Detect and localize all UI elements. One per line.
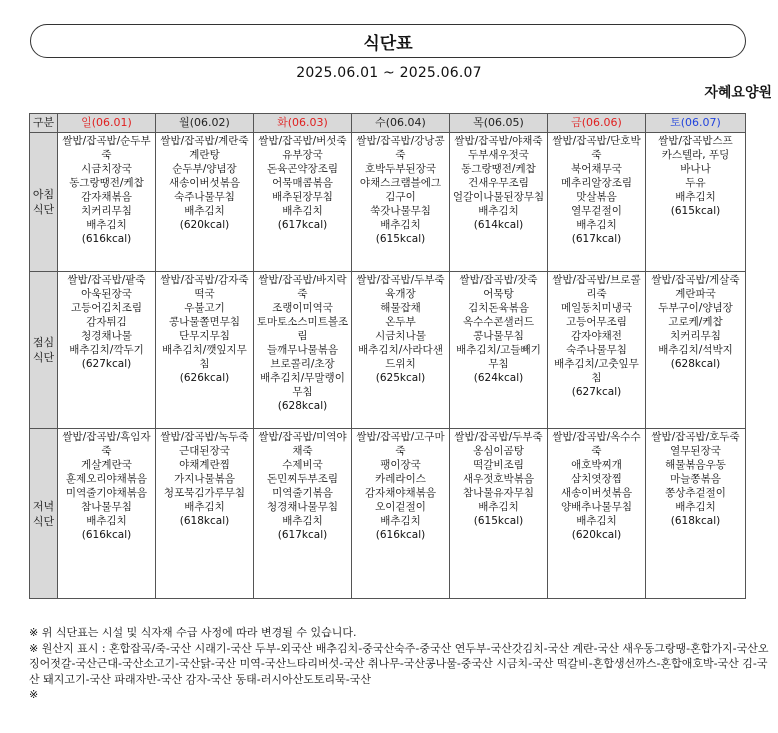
menu-item: 쌀밥/잡곡밥/감자죽	[160, 274, 249, 286]
menu-item: 근대된장국	[179, 445, 230, 457]
menu-item: 쌀밥/잡곡밥/잣죽	[459, 274, 538, 286]
menu-cell	[254, 429, 352, 599]
menu-item: 쌀밥/잡곡밥/두부죽	[454, 431, 543, 443]
breakfast-row	[30, 133, 746, 272]
menu-item: 참나물유자무침	[462, 487, 534, 499]
menu-cell	[646, 272, 746, 429]
category-header: 구분	[30, 114, 58, 133]
menu-cell	[646, 429, 746, 599]
menu-item: 쌀밥/잡곡밥/고구마죽	[356, 431, 445, 457]
menu-item: 시금치장국	[81, 163, 132, 175]
menu-item: 브로콜리/초장	[270, 358, 335, 370]
menu-item: 팽이장국	[380, 459, 421, 471]
menu-item: 어묵매콤볶음	[272, 177, 333, 189]
menu-item: 떡국	[194, 288, 215, 300]
menu-item: 쌀밥/잡곡밥스프	[658, 135, 733, 147]
menu-item: 치커리무침	[81, 205, 132, 217]
menu-item: 배추김치/무말랭이무침	[260, 372, 345, 398]
menu-item: 배추된장무침	[272, 191, 333, 203]
menu-item: (618kcal)	[670, 515, 721, 527]
menu-item: 고등어김치조림	[70, 302, 142, 314]
menu-item: 배추김치/깍두기	[69, 344, 144, 356]
menu-item: (620kcal)	[179, 219, 230, 231]
menu-item: 오이겉절이	[375, 501, 426, 513]
date-range: 2025.06.01 ~ 2025.06.07	[296, 65, 482, 81]
menu-item: 김구이	[385, 191, 416, 203]
header-row	[30, 114, 746, 133]
menu-item: 떡갈비조림	[473, 459, 524, 471]
menu-item: 배추김치	[675, 501, 716, 513]
menu-item: 북어채무국	[571, 163, 622, 175]
meal-label-line: 저녁	[32, 499, 55, 513]
menu-cell	[548, 133, 646, 272]
menu-item: 토마토소스미트볼조림	[256, 316, 349, 342]
lunch-row	[30, 272, 746, 429]
menu-item: (624kcal)	[473, 372, 524, 384]
menu-item: 숙주나물무침	[174, 191, 235, 203]
menu-cell	[352, 272, 450, 429]
meal-label-line: 식단	[32, 351, 55, 364]
menu-item: 쌀밥/잡곡밥/미역야채죽	[258, 431, 347, 457]
day-header: 화(06.03)	[254, 114, 352, 133]
menu-item: 건새우무조림	[468, 177, 529, 189]
menu-item: 감자야채전	[571, 330, 622, 342]
menu-cell	[450, 133, 548, 272]
menu-item: 참나물무침	[81, 501, 132, 513]
menu-item: (617kcal)	[571, 233, 622, 245]
menu-item: 배추김치	[380, 219, 421, 231]
menu-cell	[548, 272, 646, 429]
menu-item: 배추김치	[675, 191, 716, 203]
menu-cell	[156, 133, 254, 272]
menu-item: 배추김치	[380, 515, 421, 527]
menu-item: 배추김치/사라다샌드위치	[358, 344, 443, 370]
menu-item: (615kcal)	[473, 515, 524, 527]
meal-table	[29, 113, 746, 599]
menu-item: 쌀밥/잡곡밥/옥수수죽	[552, 431, 641, 457]
note-marker: ※	[29, 688, 39, 701]
menu-item: 청경채나물	[81, 330, 132, 342]
menu-item: 야채계란찜	[179, 459, 230, 471]
meal-label	[30, 429, 58, 599]
menu-item: 동그랑땡전/케찹	[69, 177, 144, 189]
menu-cell	[58, 429, 156, 599]
day-header: 목(06.05)	[450, 114, 548, 133]
menu-item: (617kcal)	[277, 219, 328, 231]
menu-item: 카레라이스	[375, 473, 426, 485]
menu-item: 계란탕	[189, 149, 220, 161]
menu-item: 돈민찌두부조림	[266, 473, 338, 485]
day-header: 월(06.02)	[156, 114, 254, 133]
menu-item: 어묵탕	[483, 288, 514, 300]
menu-item: 배추김치	[576, 219, 617, 231]
menu-item: 게살계란국	[81, 459, 132, 471]
menu-item: 훈제오리야채볶음	[65, 473, 148, 485]
menu-item: 감자튀김	[86, 316, 127, 328]
menu-item: 감자채볶음	[81, 191, 132, 203]
menu-item: 쑥갓나물무침	[370, 205, 431, 217]
menu-item: 쌀밥/잡곡밥/두부죽	[356, 274, 445, 286]
menu-item: 계란파국	[675, 288, 716, 300]
menu-item: (618kcal)	[179, 515, 230, 527]
menu-item: 쌀밥/잡곡밥/계란죽	[160, 135, 249, 147]
menu-item: 얼갈이나물된장무침	[452, 191, 545, 203]
menu-item: 옥수수콘샐러드	[462, 316, 534, 328]
menu-item: 김치돈육볶음	[468, 302, 529, 314]
menu-item: 배추김치	[282, 205, 323, 217]
menu-item: 미역줄기야채볶음	[65, 487, 148, 499]
meal-label-line: 식단	[32, 514, 55, 528]
menu-item: 배추김치	[184, 501, 225, 513]
notes-section	[29, 625, 773, 703]
menu-item: 쌀밥/잡곡밥/녹두죽	[160, 431, 249, 443]
menu-item: 해물잡채	[380, 302, 421, 314]
menu-item: 감자채야채볶음	[364, 487, 436, 499]
menu-item: (625kcal)	[375, 372, 426, 384]
menu-item: 쌀밥/잡곡밥/게살죽	[651, 274, 740, 286]
menu-item: 시금치나물	[375, 330, 426, 342]
menu-item: 쌀밥/잡곡밥/순두부죽	[62, 135, 151, 161]
menu-item: 청경채나물무침	[266, 501, 338, 513]
menu-item: 배추김치	[282, 515, 323, 527]
menu-cell	[450, 272, 548, 429]
menu-item: 두부구이/양념장	[658, 302, 733, 314]
menu-item: (628kcal)	[277, 400, 328, 412]
menu-item: 메추리알장조림	[560, 177, 632, 189]
menu-item: 쌀밥/잡곡밥/브로콜리죽	[552, 274, 641, 300]
menu-item: 콩나물무침	[473, 330, 524, 342]
menu-item: 쌀밥/잡곡밥/바지락죽	[258, 274, 347, 300]
menu-item: 쌀밥/잡곡밥/흑임자죽	[62, 431, 151, 457]
menu-item: 육개장	[385, 288, 416, 300]
menu-item: 배추김치	[478, 205, 519, 217]
meal-label	[30, 272, 58, 429]
menu-cell	[58, 133, 156, 272]
menu-item: 우불고기	[184, 302, 225, 314]
menu-item: (627kcal)	[571, 386, 622, 398]
menu-item: (615kcal)	[670, 205, 721, 217]
menu-cell	[548, 429, 646, 599]
menu-item: 두부새우젓국	[468, 149, 529, 161]
menu-item: 콩나물쫄면무침	[168, 316, 240, 328]
menu-item: 옹심이곰탕	[473, 445, 524, 457]
page-title: 식단표	[363, 33, 413, 54]
menu-item: 들깨무나물볶음	[266, 344, 338, 356]
menu-cell	[156, 272, 254, 429]
menu-item: 배추김치/고들빼기무침	[456, 344, 541, 370]
menu-item: 조랭이미역국	[272, 302, 333, 314]
day-header: 금(06.06)	[548, 114, 646, 133]
origin-text: ※ 원산지 표시 : 혼합잡곡/죽-국산 시래기-국산 두부-외국산 배추김치-중국산숙주-중국산 연두부-국산갓김치-국산 계란-국산 새우동그랑땡-혼합가지-국산오징어젓갈-국산근대-국산소고기-국산닭-국산 미역-국산느타리버섯-국산 취나무-국산콩나물-중국산 시금치-국산 떡갈비-혼합생선까스-혼합애호박-국산 김-국산 돼지고기-국산 파래자반-국산 감자-국산 동태-러시아산도토리묵-국산	[29, 641, 769, 686]
menu-item: 청포묵김가루무침	[163, 487, 246, 499]
menu-item: 수제비국	[282, 459, 323, 471]
menu-item: (616kcal)	[81, 233, 132, 245]
notice-text: ※ 위 식단표는 시설 및 식자재 수급 사정에 따라 변경될 수 있습니다.	[29, 626, 357, 639]
menu-item: 쌀밥/잡곡밥/강낭콩죽	[356, 135, 445, 161]
menu-item: 고로케/케찹	[668, 316, 723, 328]
meal-label-line: 식단	[32, 203, 55, 216]
title-banner	[30, 24, 746, 58]
menu-item: 새우젓호박볶음	[462, 473, 534, 485]
menu-item: 카스텔라, 푸딩	[661, 149, 730, 161]
menu-item: 고등어무조림	[566, 316, 627, 328]
menu-item: 배추김치	[86, 515, 127, 527]
menu-cell	[352, 133, 450, 272]
menu-item: (620kcal)	[571, 529, 622, 541]
menu-item: 치커리무침	[670, 330, 721, 342]
menu-item: 배추김치/고춧잎무침	[554, 358, 639, 384]
menu-item: 가지나물볶음	[174, 473, 235, 485]
meal-label	[30, 133, 58, 272]
menu-item: 쌀밥/잡곡밥/버섯죽	[258, 135, 347, 147]
menu-item: 배추김치/석박지	[658, 344, 733, 356]
meal-label-line: 점심	[32, 336, 55, 349]
menu-item: 순두부/양념장	[172, 163, 237, 175]
menu-cell	[352, 429, 450, 599]
menu-item: 돈육곤약장조림	[266, 163, 338, 175]
menu-item: (617kcal)	[277, 529, 328, 541]
menu-item: (615kcal)	[375, 233, 426, 245]
menu-cell	[156, 429, 254, 599]
facility-name: 자혜요양원	[704, 85, 772, 101]
menu-cell	[254, 272, 352, 429]
menu-item: 배추김치	[478, 501, 519, 513]
menu-item: 배추김치/깻잎지무침	[162, 344, 247, 370]
menu-item: 동그랑땡전/케찹	[461, 163, 536, 175]
menu-cell	[450, 429, 548, 599]
menu-item: (627kcal)	[81, 358, 132, 370]
menu-item: 새송이버섯볶음	[168, 177, 240, 189]
menu-item: 맛살볶음	[576, 191, 617, 203]
menu-item: 마늘쫑볶음	[670, 473, 721, 485]
menu-item: 숙주나물무침	[566, 344, 627, 356]
menu-item: 양배추나물무침	[560, 501, 632, 513]
menu-item: 메일동치미냉국	[560, 302, 632, 314]
menu-item: 두유	[685, 177, 706, 189]
menu-item: 바나나	[680, 163, 711, 175]
menu-item: 유부장국	[282, 149, 323, 161]
day-header: 수(06.04)	[352, 114, 450, 133]
menu-item: 쫑상추겉절이	[665, 487, 726, 499]
menu-item: 배추김치	[576, 515, 617, 527]
menu-item: 단무지무침	[179, 330, 230, 342]
menu-item: 쌀밥/잡곡밥/팥죽	[67, 274, 146, 286]
menu-item: (616kcal)	[375, 529, 426, 541]
dinner-row	[30, 429, 746, 599]
menu-item: 삼치엿장찜	[571, 473, 622, 485]
menu-cell	[254, 133, 352, 272]
menu-item: 배추김치	[184, 205, 225, 217]
menu-item: (616kcal)	[81, 529, 132, 541]
menu-item: 새송이버섯볶음	[560, 487, 632, 499]
menu-item: 쌀밥/잡곡밥/호두죽	[651, 431, 740, 443]
menu-item: 애호박찌개	[571, 459, 622, 471]
menu-cell	[646, 133, 746, 272]
menu-item: 온두부	[385, 316, 416, 328]
day-header: 일(06.01)	[58, 114, 156, 133]
menu-item: (614kcal)	[473, 219, 524, 231]
day-header: 토(06.07)	[646, 114, 746, 133]
menu-item: 아욱된장국	[81, 288, 132, 300]
menu-item: 해물볶음우동	[665, 459, 726, 471]
menu-item: 열무된장국	[670, 445, 721, 457]
menu-item: 야채스크램블에그	[359, 177, 442, 189]
menu-item: 열무겉절이	[571, 205, 622, 217]
menu-item: 쌀밥/잡곡밥/야채죽	[454, 135, 543, 147]
menu-item: (626kcal)	[179, 372, 230, 384]
menu-item: 배추김치	[86, 219, 127, 231]
menu-item: (628kcal)	[670, 358, 721, 370]
meal-label-line: 아침	[32, 188, 55, 201]
menu-cell	[58, 272, 156, 429]
menu-item: 쌀밥/잡곡밥/단호박죽	[552, 135, 641, 161]
menu-item: 호박두부된장국	[364, 163, 436, 175]
menu-item: 미역줄기볶음	[272, 487, 333, 499]
